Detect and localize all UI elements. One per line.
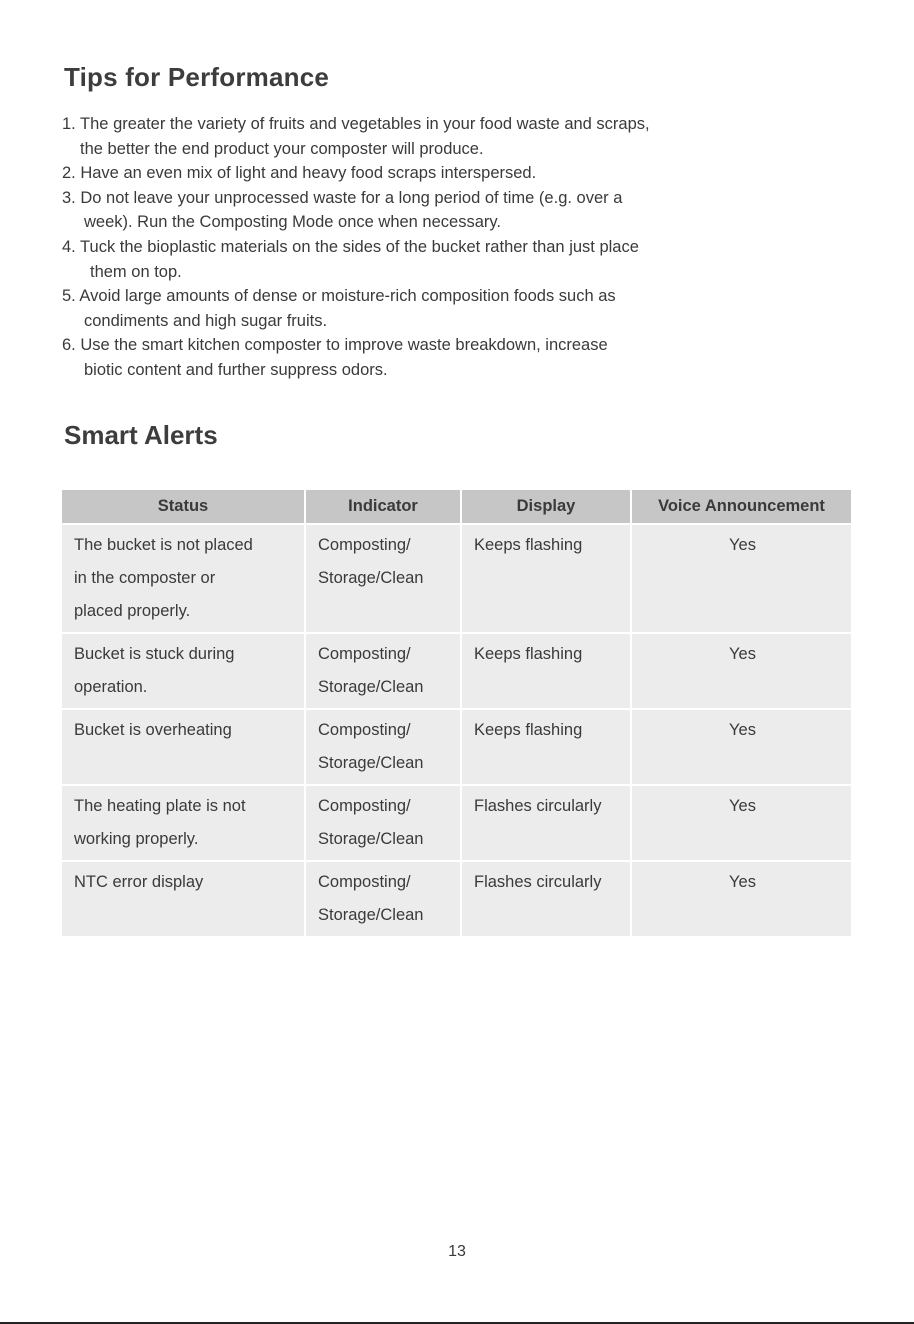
display-cell: Keeps flashing: [461, 709, 631, 785]
cell-line: The heating plate is not: [74, 797, 246, 815]
tip-line: 1. The greater the variety of fruits and vegetables in your food waste and scraps,: [62, 115, 650, 133]
tip-item: [62, 235, 852, 284]
table-row: [62, 633, 851, 709]
status-cell: [62, 709, 305, 785]
table-row: [62, 709, 851, 785]
tip-line: them on top.: [90, 262, 182, 281]
voice-cell: Yes: [631, 861, 851, 936]
column-header-display: Display: [461, 490, 631, 524]
cell-line: The bucket is not placed: [74, 536, 253, 554]
indicator-cell: [305, 633, 461, 709]
cell-line: Composting/: [318, 536, 411, 554]
cell-line: Storage/Clean: [318, 569, 424, 587]
cell-line: placed properly.: [74, 602, 191, 620]
cell-line: Composting/: [318, 645, 411, 663]
cell-line: Storage/Clean: [318, 678, 424, 696]
tip-line: 3. Do not leave your unprocessed waste for a long period of time (e.g. over a: [62, 188, 623, 207]
status-cell: [62, 524, 305, 633]
table-header-row: [62, 490, 851, 524]
page-title: Tips for Performance: [64, 62, 330, 92]
cell-line: Composting/: [318, 721, 411, 739]
tip-item: [62, 161, 852, 186]
tip-line: the better the end product your composter will produce.: [80, 139, 484, 158]
section-title: Smart Alerts: [64, 420, 218, 450]
tip-item: [62, 112, 852, 161]
column-header-indicator: Indicator: [305, 490, 461, 524]
tip-line: 2. Have an even mix of light and heavy food scraps interspersed.: [62, 164, 537, 183]
cell-line: Composting/: [318, 873, 411, 891]
voice-cell: Yes: [631, 785, 851, 861]
cell-line: operation.: [74, 678, 148, 696]
status-cell: [62, 861, 305, 936]
tip-line: biotic content and further suppress odors.: [84, 360, 388, 379]
status-cell: [62, 633, 305, 709]
voice-cell: Yes: [631, 524, 851, 633]
cell-line: in the composter or: [74, 569, 216, 587]
indicator-cell: [305, 785, 461, 861]
cell-line: Storage/Clean: [318, 906, 424, 924]
page-number: 13: [448, 1243, 466, 1260]
display-cell: Flashes circularly: [461, 785, 631, 861]
status-cell: [62, 785, 305, 861]
tip-line: 5. Avoid large amounts of dense or moisture-rich composition foods such as: [62, 287, 616, 306]
display-cell: Keeps flashing: [461, 633, 631, 709]
table-row: [62, 785, 851, 861]
cell-line: Bucket is overheating: [74, 721, 232, 739]
smart-alerts-table: [62, 490, 851, 936]
cell-line: Bucket is stuck during: [74, 645, 235, 663]
column-header-status: Status: [62, 490, 305, 524]
tip-item: [62, 333, 852, 382]
tip-line: week). Run the Composting Mode once when necessary.: [84, 213, 501, 232]
column-header-voice-announcement: Voice Announcement: [631, 490, 851, 524]
tip-line: condiments and high sugar fruits.: [84, 311, 328, 330]
display-cell: Flashes circularly: [461, 861, 631, 936]
cell-line: Composting/: [318, 797, 411, 815]
indicator-cell: [305, 709, 461, 785]
cell-line: working properly.: [74, 830, 199, 848]
tip-item: [62, 186, 852, 235]
voice-cell: Yes: [631, 709, 851, 785]
tip-item: [62, 284, 852, 333]
cell-line: NTC error display: [74, 873, 204, 891]
table-row: [62, 524, 851, 633]
tips-list: [62, 112, 852, 383]
cell-line: Storage/Clean: [318, 830, 424, 848]
tip-line: 4. Tuck the bioplastic materials on the sides of the bucket rather than just place: [62, 237, 639, 256]
display-cell: Keeps flashing: [461, 524, 631, 633]
indicator-cell: [305, 524, 461, 633]
cell-line: Storage/Clean: [318, 754, 424, 772]
tip-line: 6. Use the smart kitchen composter to improve waste breakdown, increase: [62, 336, 608, 355]
voice-cell: Yes: [631, 633, 851, 709]
indicator-cell: [305, 861, 461, 936]
table-row: [62, 861, 851, 936]
